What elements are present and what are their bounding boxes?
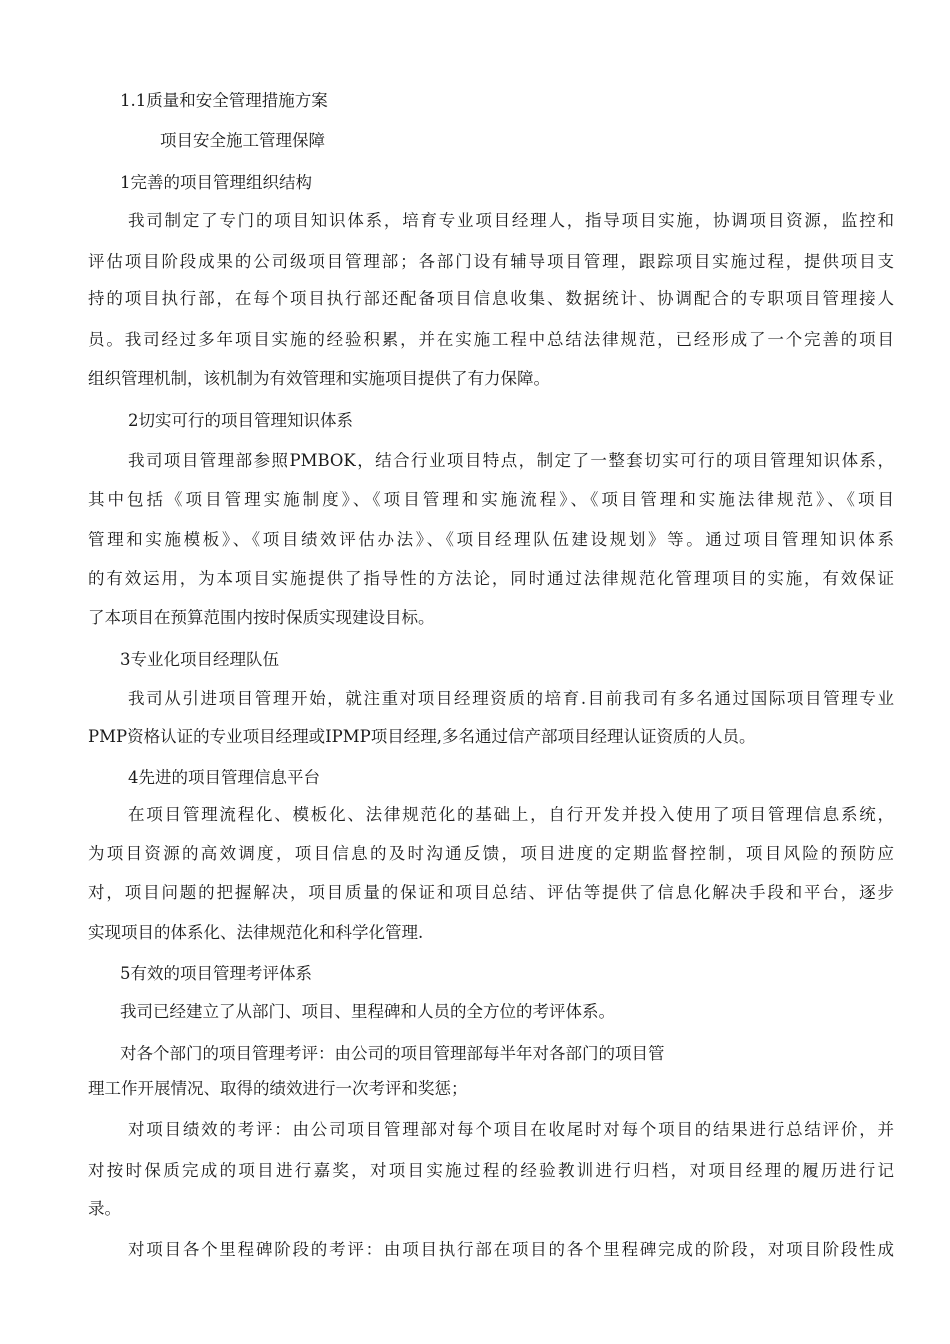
para8-line: 对项目各个里程碑阶段的考评：由项目执行部在项目的各个里程碑完成的阶段，对项目阶段性成 [128,1240,894,1259]
para7-line: 对按时保质完成的项目进行嘉奖，对项目实施过程的经验教训进行归档，对项目经理的履历进行记 [88,1161,894,1180]
para5: 我司已经建立了从部门、项目、里程碑和人员的全方位的考评体系。 [120,1002,615,1021]
para1-line: 持的项目执行部，在每个项目执行部还配备项目信息收集、数据统计、协调配合的专职项目管理接人 [88,289,894,308]
para2-line: 其中包括《项目管理实施制度》、《项目管理和实施流程》、《项目管理和实施法律规范》、《项目 [88,490,894,509]
para6-line: 对各个部门的项目管理考评：由公司的项目管理部每半年对各部门的项目管 [120,1044,665,1063]
para2-line: 我司项目管理部参照PMBOK，结合行业项目特点，制定了一整套切实可行的项目管理知识体系， [128,451,894,470]
para1-line: 员。我司经过多年项目实施的经验积累，并在实施工程中总结法律规范，已经形成了一个完善的项目 [88,330,894,349]
heading-4: 4先进的项目管理信息平台 [128,768,320,787]
section-title: 1.1质量和安全管理措施方案 [120,91,328,110]
heading-1: 1完善的项目管理组织结构 [120,173,312,192]
para1-line: 评估项目阶段成果的公司级项目管理部；各部门设有辅导项目管理，跟踪项目实施过程，提供项目支 [88,252,894,271]
para7-line: 录。 [88,1199,121,1218]
para4-line: 为项目资源的高效调度，项目信息的及时沟通反馈，项目进度的定期监督控制，项目风险的预防应 [88,844,894,863]
para3-line: PMP资格认证的专业项目经理或IPMP项目经理,多名通过信产部项目经理认证资质的人员。 [88,727,756,746]
para2-line: 的有效运用，为本项目实施提供了指导性的方法论，同时通过法律规范化管理项目的实施，有效保证 [88,569,894,588]
heading-3: 3专业化项目经理队伍 [120,650,279,669]
para2-line: 了本项目在预算范围内按时保质实现建设目标。 [88,608,435,627]
para4-line: 在项目管理流程化、模板化、法律规范化的基础上，自行开发并投入使用了项目管理信息系统， [128,805,894,824]
subtitle: 项目安全施工管理保障 [160,131,325,150]
para4-line: 实现项目的体系化、法律规范化和科学化管理. [88,923,424,942]
para2-line: 管理和实施模板》、《项目绩效评估办法》、《项目经理队伍建设规划》等。通过项目管理知识体系 [88,530,894,549]
para6-line: 理工作开展情况、取得的绩效进行一次考评和奖惩； [88,1079,468,1098]
heading-5: 5有效的项目管理考评体系 [120,964,312,983]
para4-line: 对，项目问题的把握解决，项目质量的保证和项目总结、评估等提供了信息化解决手段和平台，逐步 [88,883,894,902]
para3-line: 我司从引进项目管理开始，就注重对项目经理资质的培育.目前我司有多名通过国际项目管理专业 [128,689,894,708]
heading-2: 2切实可行的项目管理知识体系 [128,411,353,430]
para7-line: 对项目绩效的考评：由公司项目管理部对每个项目在收尾时对每个项目的结果进行总结评价，并 [128,1120,894,1139]
para1-line: 我司制定了专门的项目知识体系，培育专业项目经理人，指导项目实施，协调项目资源，监控和 [128,211,894,230]
para1-line: 组织管理机制，该机制为有效管理和实施项目提供了有力保障。 [88,369,550,388]
